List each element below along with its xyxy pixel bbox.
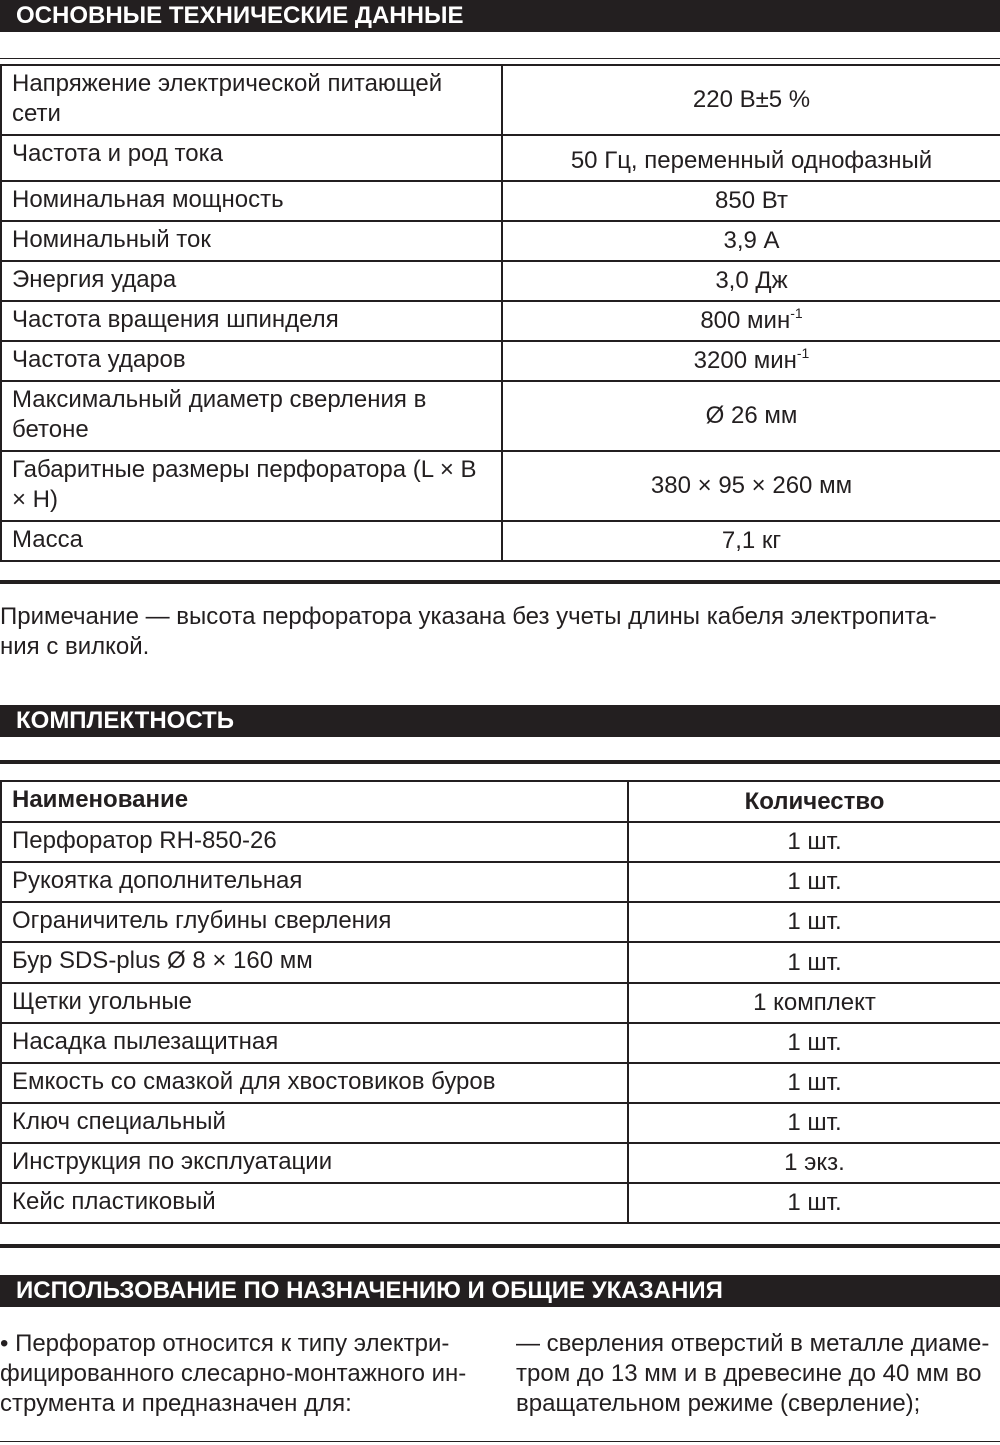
kit-item-name: Ограничитель глубины сверления — [1, 902, 628, 942]
spec-value: 3,0 Дж — [502, 261, 1000, 301]
kit-item-name: Емкость со смазкой для хвостовиков буров — [1, 1063, 628, 1103]
spec-value: 220 В±5 % — [502, 65, 1000, 135]
kit-row — [1, 1143, 1000, 1183]
spec-value: 7,1 кг — [502, 521, 1000, 561]
kit-header-name: Наименование — [1, 781, 628, 822]
usage-left-line: • Перфоратор относится к типу электри- — [0, 1330, 450, 1357]
kit-item-name: Перфоратор RH-850-26 — [1, 822, 628, 862]
page-bottom-rule — [0, 1441, 1000, 1442]
kit-row — [1, 983, 1000, 1023]
spec-label: Энергия удара — [1, 261, 502, 301]
kit-item-qty: 1 шт. — [628, 1023, 1000, 1063]
kit-row — [1, 1023, 1000, 1063]
specs-row — [1, 261, 1000, 301]
spec-value-text: 3200 мин — [693, 347, 797, 374]
kit-row — [1, 942, 1000, 983]
specs-row — [1, 521, 1000, 561]
specs-row — [1, 381, 1000, 451]
usage-left-column — [0, 1329, 486, 1419]
specs-row — [1, 451, 1000, 521]
spec-label: Масса — [1, 521, 502, 561]
kit-item-qty: 1 шт. — [628, 1183, 1000, 1223]
kit-header-row — [1, 781, 1000, 822]
specs-row — [1, 65, 1000, 135]
spec-label: Напряжение электрической питающей сети — [1, 65, 502, 135]
kit-header-qty: Количество — [628, 781, 1000, 822]
kit-item-qty: 1 шт. — [628, 822, 1000, 862]
spec-value: 850 Вт — [502, 181, 1000, 221]
spec-value-text: 800 мин — [700, 307, 791, 334]
spec-value — [502, 301, 1000, 341]
kit-item-name: Насадка пылезащитная — [1, 1023, 628, 1063]
spec-value-exponent: -1 — [790, 305, 803, 321]
spec-value: 380 × 95 × 260 мм — [502, 451, 1000, 521]
spec-label: Номинальный ток — [1, 221, 502, 261]
usage-left-line: фицированного слесарно-монтажного ин- — [0, 1360, 467, 1387]
usage-right-line: тром до 13 мм и в древесине до 40 мм во — [516, 1360, 982, 1387]
spec-value: 50 Гц, переменный однофазный — [502, 135, 1000, 181]
spec-value-exponent: -1 — [796, 345, 810, 361]
specs-top-rule — [0, 58, 1000, 59]
spec-label: Частота ударов — [1, 341, 502, 381]
kit-item-name: Рукоятка дополнительная — [1, 862, 628, 902]
note-line: Примечание — высота перфоратора указана без учеты длины кабеля электропита- — [0, 603, 937, 630]
usage-left-line: струмента и предназначен для: — [0, 1390, 352, 1417]
kit-row — [1, 1103, 1000, 1143]
spec-label: Частота и род тока — [1, 135, 502, 181]
specs-table — [0, 64, 1000, 562]
kit-item-qty: 1 шт. — [628, 1063, 1000, 1103]
spec-value: 3,9 А — [502, 221, 1000, 261]
spec-label: Габаритные размеры перфоратора (L × B × H) — [1, 451, 502, 521]
kit-row — [1, 902, 1000, 942]
kit-bottom-rule — [0, 1244, 1000, 1248]
kit-item-name: Ключ специальный — [1, 1103, 628, 1143]
specs-section-title: ОСНОВНЫЕ ТЕХНИЧЕСКИЕ ДАННЫЕ — [0, 0, 1000, 32]
specs-row — [1, 301, 1000, 341]
specs-note — [0, 602, 1000, 662]
kit-item-qty: 1 экз. — [628, 1143, 1000, 1183]
kit-table — [0, 780, 1000, 1224]
specs-row — [1, 135, 1000, 181]
spec-value: Ø 26 мм — [502, 381, 1000, 451]
usage-section-title: ИСПОЛЬЗОВАНИЕ ПО НАЗНАЧЕНИЮ И ОБЩИЕ УКАЗАНИЯ — [0, 1275, 1000, 1307]
note-line: ния с вилкой. — [0, 633, 150, 660]
specs-row — [1, 181, 1000, 221]
spec-value — [502, 341, 1000, 381]
kit-row — [1, 822, 1000, 862]
kit-item-name: Инструкция по эксплуатации — [1, 1143, 628, 1183]
usage-right-line: вращательном режиме (сверление); — [516, 1390, 921, 1417]
kit-row — [1, 1063, 1000, 1103]
specs-row — [1, 221, 1000, 261]
specs-bottom-rule — [0, 580, 1000, 584]
spec-label: Номинальная мощность — [1, 181, 502, 221]
kit-item-qty: 1 шт. — [628, 902, 1000, 942]
kit-item-name: Кейс пластиковый — [1, 1183, 628, 1223]
kit-row — [1, 862, 1000, 902]
kit-item-qty: 1 шт. — [628, 1103, 1000, 1143]
kit-item-qty: 1 комплект — [628, 983, 1000, 1023]
kit-row — [1, 1183, 1000, 1223]
kit-item-name: Бур SDS-plus Ø 8 × 160 мм — [1, 942, 628, 983]
kit-item-qty: 1 шт. — [628, 942, 1000, 983]
spec-label: Частота вращения шпинделя — [1, 301, 502, 341]
kit-section-title: КОМПЛЕКТНОСТЬ — [0, 705, 1000, 737]
usage-right-column — [516, 1329, 1000, 1419]
kit-top-rule — [0, 760, 1000, 764]
kit-item-qty: 1 шт. — [628, 862, 1000, 902]
kit-item-name: Щетки угольные — [1, 983, 628, 1023]
specs-row — [1, 341, 1000, 381]
usage-right-line: — сверления отверстий в металле диаме- — [516, 1330, 990, 1357]
spec-label: Максимальный диаметр сверления в бетоне — [1, 381, 502, 451]
